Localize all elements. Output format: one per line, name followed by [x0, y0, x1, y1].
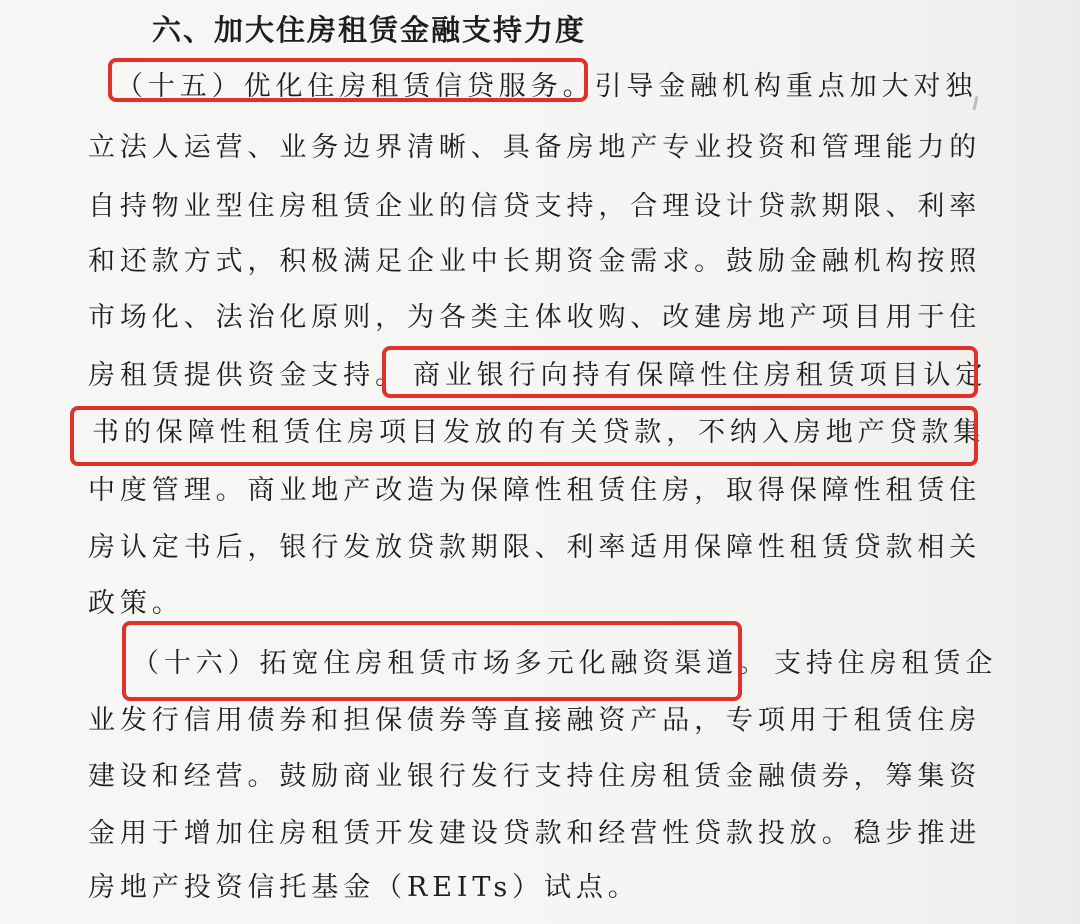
highlighted-text: 书的保障性租赁住房项目发放的有关贷款，不纳入房地产贷款集 [92, 417, 986, 448]
text-line [88, 294, 981, 342]
line-text: 自持物业型住房租赁企业的信贷支持，合理设计贷款期限、利率 [88, 191, 982, 222]
line-text: 立法人运营、业务边界清晰、具备房地产专业投资和管理能力的 [88, 132, 982, 163]
line-text: 金用于增加住房租赁开发建设贷款和经营性贷款投放。稳步推进 [88, 818, 982, 849]
text-line [88, 183, 981, 231]
text-line [88, 697, 981, 745]
line-text: 政策。 [88, 588, 184, 619]
highlighted-text: （十五）优化住房租赁信贷服务。 [116, 71, 595, 102]
text-line [88, 238, 981, 286]
highlighted-text: 商业银行向持有保障性住房租赁项目认定 [413, 360, 988, 391]
highlight-box-bank-loans-1 [382, 346, 978, 398]
text-line [88, 124, 981, 172]
line-text: 建设和经营。鼓励商业银行发行支持住房租赁金融债券，筹集资 [88, 761, 982, 792]
highlight-box-section-15 [108, 58, 588, 102]
line-text: 支持住房租赁企 [774, 648, 998, 679]
text-line [88, 524, 981, 572]
line-text: 房认定书后，银行发放贷款期限、利率适用保障性租赁贷款相关 [88, 532, 982, 563]
line-text: 业发行信用债券和担保债券等直接融资产品，专项用于租赁住房 [88, 705, 982, 736]
section-heading: 六、加大住房租赁金融支持力度 [152, 13, 587, 47]
text-line [88, 864, 640, 912]
line-text: 和还款方式，积极满足企业中长期资金需求。鼓励金融机构按照 [88, 246, 982, 277]
highlight-box-bank-loans-2 [70, 406, 978, 466]
line-text: 房地产投资信托基金（REITs）试点。 [88, 872, 640, 903]
line-text: 引导金融机构重点加大对独 [594, 71, 978, 102]
text-line [88, 753, 981, 801]
line-text: 中度管理。商业地产改造为保障性租赁住房，取得保障性租赁住 [88, 475, 982, 506]
page-edge-shadow [1010, 0, 1080, 924]
highlight-box-section-16 [122, 621, 742, 701]
highlighted-text: （十六）拓宽住房租赁市场多元化融资渠道。 [132, 648, 770, 679]
text-line [88, 467, 981, 515]
line-text: 市场化、法治化原则，为各类主体收购、改建房地产项目用于住 [88, 302, 982, 333]
text-line [88, 810, 981, 858]
line-text: 房租赁提供资金支持。 [88, 360, 407, 391]
